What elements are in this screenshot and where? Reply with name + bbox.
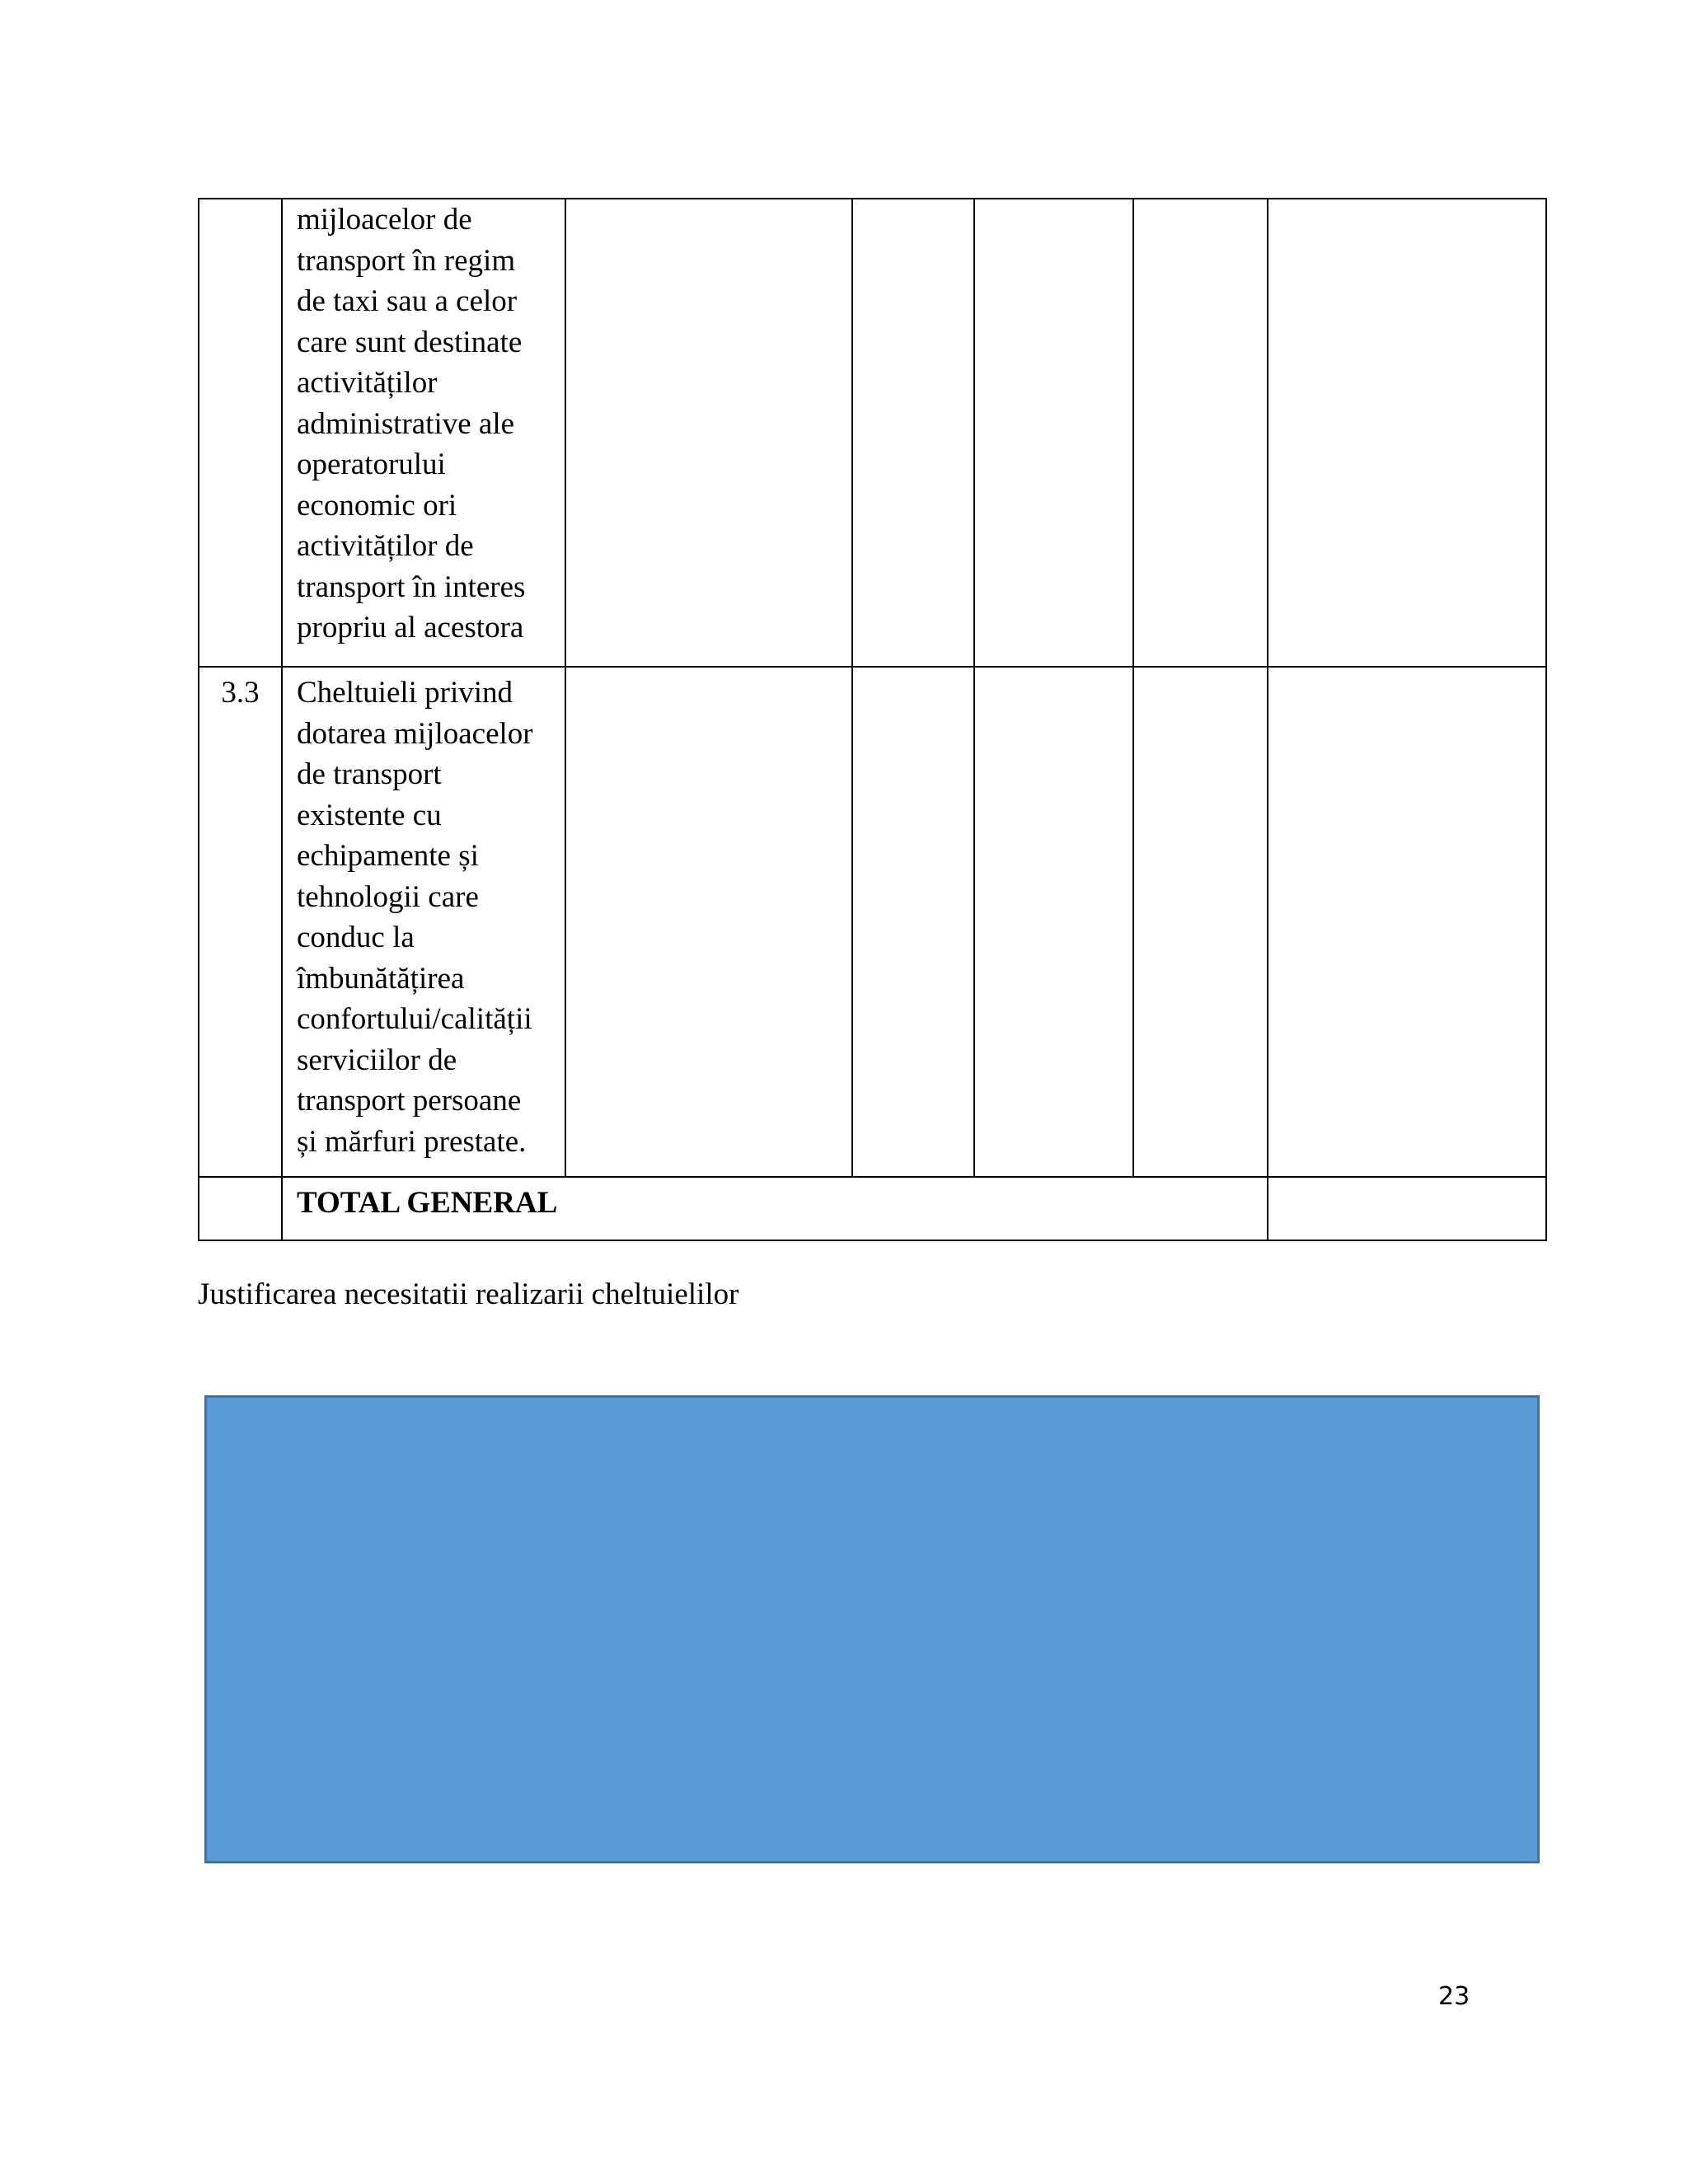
value-cell (1268, 199, 1546, 667)
description-line: tehnologii care (297, 879, 479, 914)
value-cell (1133, 199, 1268, 667)
justification-label: Justificarea necesitatii realizarii cheltuielilor (198, 1277, 739, 1311)
value-cell (974, 667, 1133, 1177)
description-line: operatorului (297, 448, 446, 481)
description-line: transport în regim (297, 243, 516, 278)
justification-text-box[interactable] (204, 1395, 1540, 1863)
row-description-cell (282, 667, 565, 1177)
total-row (199, 1177, 1546, 1240)
description-line: și mărfuri prestate. (297, 1124, 527, 1159)
description-line: îmbunătățirea (297, 961, 465, 996)
total-value-cell (1268, 1177, 1546, 1240)
value-cell (1268, 667, 1546, 1177)
description-line: transport persoane (297, 1084, 522, 1118)
description-line: de taxi sau a celor (297, 284, 518, 318)
row-number-cell: 3.3 (199, 667, 282, 1177)
description-line: dotarea mijloacelor (297, 716, 533, 751)
value-cell (852, 667, 974, 1177)
row-number-cell (199, 199, 282, 667)
row-description-cell (282, 199, 565, 667)
description-line: Cheltuieli privind (297, 676, 513, 710)
description-line: serviciilor de (297, 1043, 457, 1077)
value-cell (974, 199, 1133, 667)
value-cell (1133, 667, 1268, 1177)
description-line: confortului/calității (297, 1002, 532, 1036)
description-line: administrative ale (297, 406, 515, 441)
value-cell (565, 667, 852, 1177)
table-row (199, 199, 1546, 667)
description-line: de transport (297, 757, 442, 791)
description-line: propriu al acestora (297, 611, 524, 644)
description-line: economic ori (297, 488, 457, 523)
total-label: TOTAL GENERAL (282, 1177, 1268, 1240)
description-line: conduc la (297, 921, 415, 954)
description-line: echipamente și (297, 839, 479, 873)
value-cell (852, 199, 974, 667)
description-line: activităților (297, 366, 438, 400)
description-line: care sunt destinate (297, 325, 523, 359)
page-number: 23 (1438, 1982, 1470, 2011)
expenses-table (198, 198, 1547, 1241)
total-number-cell (199, 1177, 282, 1240)
value-cell (565, 199, 852, 667)
description-line: mijloacelor de (297, 203, 472, 237)
description-line: activităților de (297, 529, 474, 563)
table-row (199, 667, 1546, 1177)
description-line: transport în interes (297, 569, 526, 604)
description-line: existente cu (297, 798, 442, 832)
